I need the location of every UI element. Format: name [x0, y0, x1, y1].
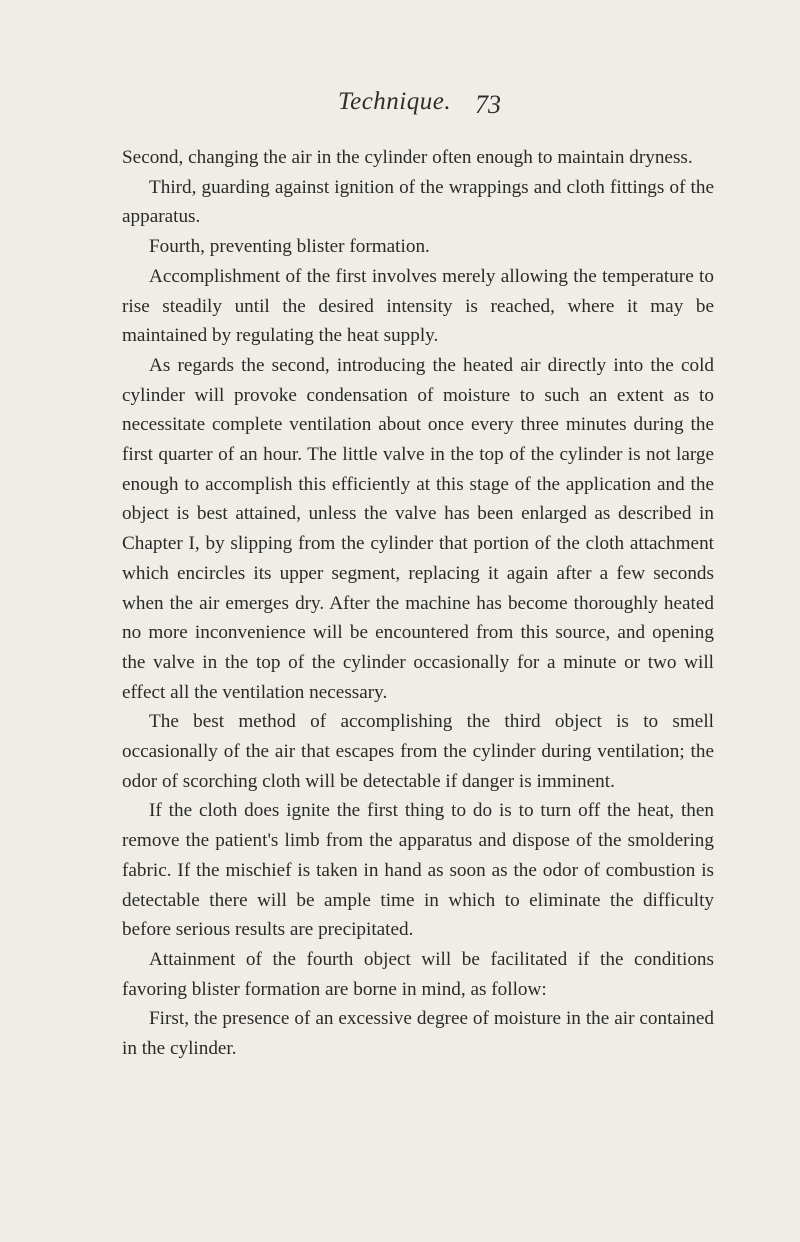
paragraph: Second, changing the air in the cylinder often enough to maintain dryness.: [122, 147, 693, 168]
page-number: 73: [475, 90, 501, 119]
paragraph: Fourth, preventing blister formation.: [149, 236, 430, 258]
paragraph: Accomplishment of the first involves merely allowing the temperature to rise steadily until the desired intensity is reached, where it may be maintained by regulating the heat supply.: [122, 265, 714, 347]
paragraph: First, the presence of an excessive degree of moisture in the air contained in the cylinder.: [122, 1008, 714, 1060]
body-text: [122, 143, 714, 1064]
paragraph: As regards the second, introducing the heated air directly into the cold cylinder will provoke condensation of moisture to such an extent as to necessitate complete ventilation about once every three minutes during the first quarter of an hour. The little valve in the top of the cylinder is not large enough to accomplish this efficiently at this stage of the application and the object is best attained, unless the valve has been enlarged as described in Chapter I, by slipping from the cylinder that portion of the cloth attachment which encircles its upper segment, replacing it again after a few seconds when the air emerges dry. After the machine has become thoroughly heated no more inconvenience will be encountered from this source, and opening the valve in the top of the cylinder occasionally for a minute or two will effect all the ventilation necessary.: [122, 354, 714, 703]
paragraph: The best method of accomplishing the third object is to smell occasionally of the air that escapes from the cylinder during ventilation; the odor of scorching cloth will be detectable if danger is imminent.: [122, 711, 714, 792]
paragraph: If the cloth does ignite the first thing to do is to turn off the heat, then remove the patient's limb from the apparatus and dispose of the smoldering fabric. If the mischief is taken in hand as soon as the odor of combustion is detectable there will be ample time in which to eliminate the difficulty before serious results are precipitated.: [122, 800, 714, 941]
paragraph: Third, guarding against ignition of the wrappings and cloth fittings of the apparatus.: [122, 176, 714, 228]
paragraph: Attainment of the fourth object will be facilitated if the conditions favoring blister formation are borne in mind, as follow:: [122, 948, 714, 1000]
page-header: [0, 88, 800, 122]
running-title: Technique.: [338, 88, 452, 115]
